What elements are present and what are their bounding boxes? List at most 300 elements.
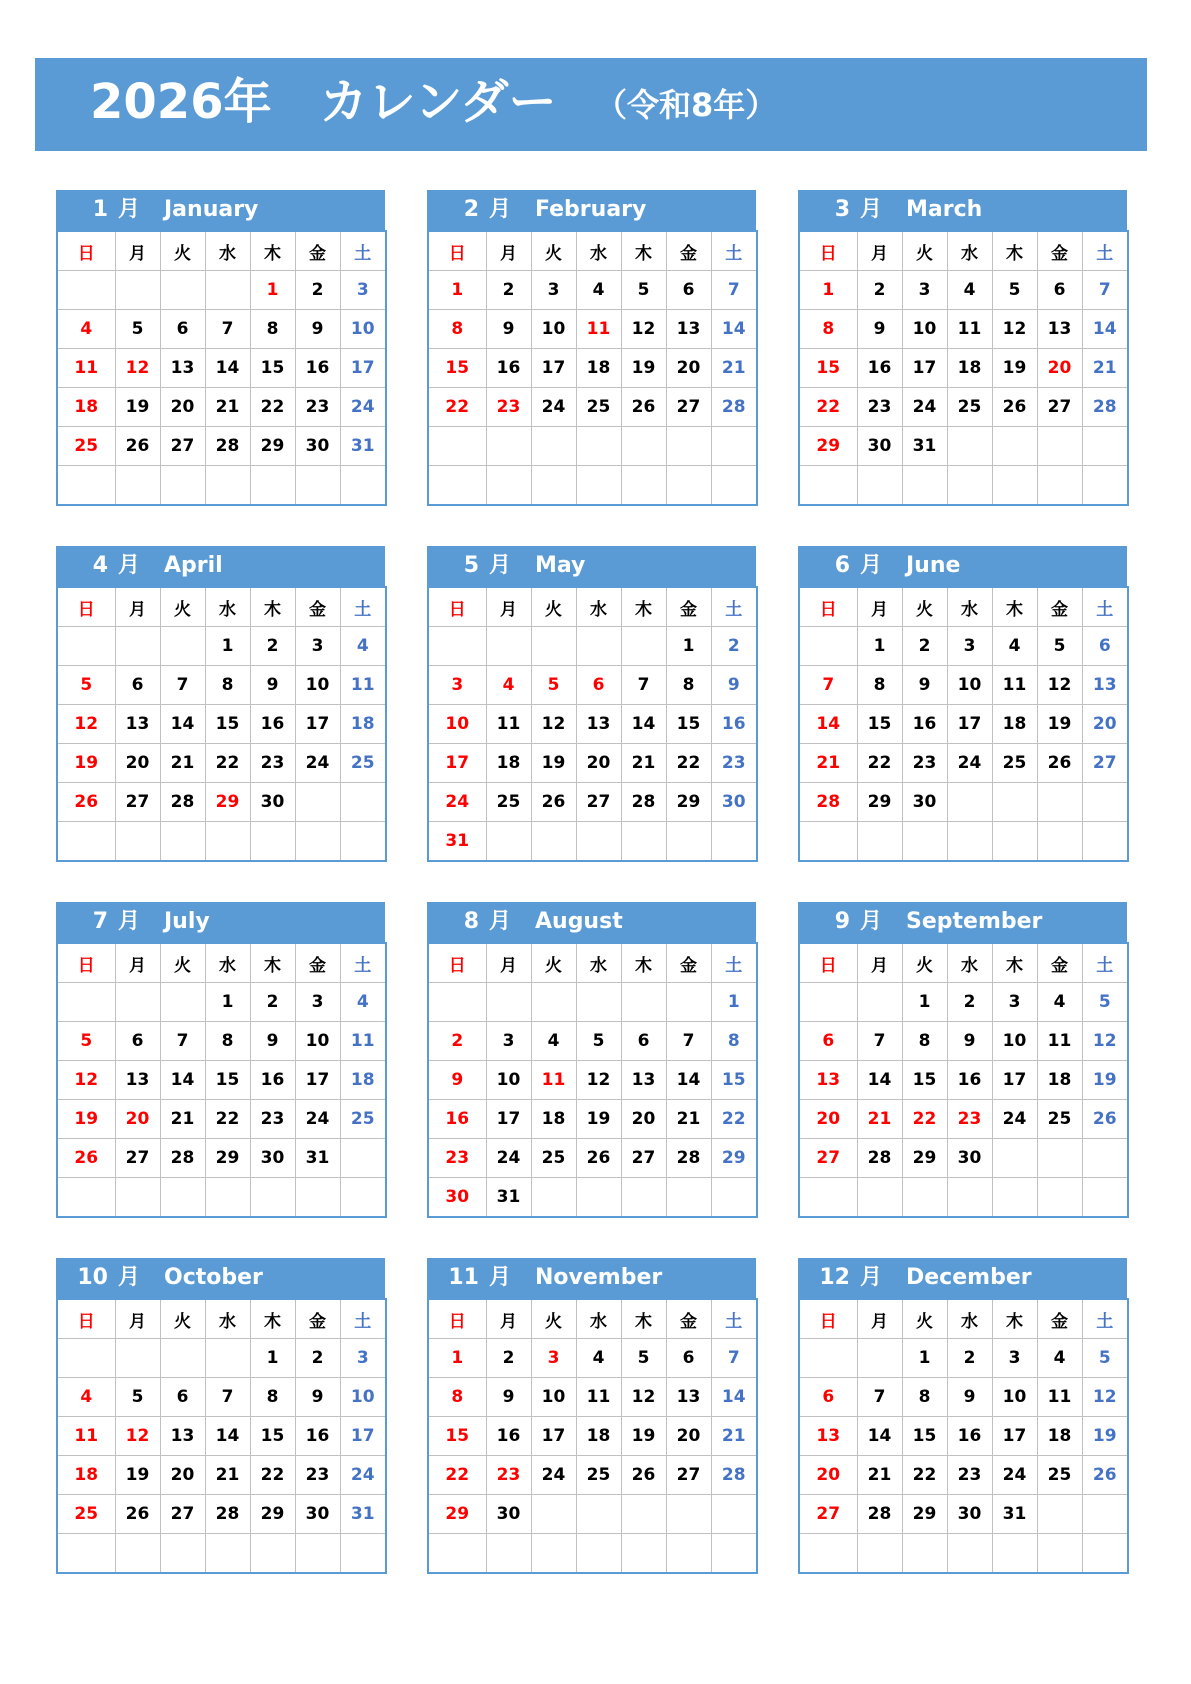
day-cell: 30 <box>947 1139 992 1178</box>
day-cell: 11 <box>1037 1022 1082 1061</box>
day-cell: 6 <box>115 1022 160 1061</box>
week-row <box>428 705 757 744</box>
weekday-label: 木 <box>992 1299 1037 1339</box>
empty-cell <box>666 427 711 466</box>
day-cell: 8 <box>902 1022 947 1061</box>
day-cell: 15 <box>205 1061 250 1100</box>
day-cell: 2 <box>947 983 992 1022</box>
day-cell: 22 <box>428 388 486 427</box>
day-cell: 16 <box>295 349 340 388</box>
weekday-label: 水 <box>205 943 250 983</box>
week-row <box>428 983 757 1022</box>
day-cell: 24 <box>947 744 992 783</box>
day-cell: 2 <box>947 1339 992 1378</box>
day-cell: 30 <box>711 783 757 822</box>
empty-cell <box>799 983 857 1022</box>
day-cell: 19 <box>1082 1061 1128 1100</box>
day-cell: 21 <box>711 1417 757 1456</box>
week-row <box>428 349 757 388</box>
month-table <box>427 230 758 506</box>
day-cell: 18 <box>947 349 992 388</box>
week-row <box>57 783 386 822</box>
week-row <box>428 1139 757 1178</box>
week-row <box>799 310 1128 349</box>
day-cell: 20 <box>799 1456 857 1495</box>
empty-cell <box>621 983 666 1022</box>
weekday-label: 日 <box>428 587 486 627</box>
weekday-row <box>799 943 1128 983</box>
month-kanji: 月 <box>118 553 141 578</box>
weekday-label: 土 <box>711 943 757 983</box>
week-row <box>57 666 386 705</box>
week-row <box>428 1495 757 1534</box>
day-cell: 18 <box>992 705 1037 744</box>
weekday-label: 日 <box>799 1299 857 1339</box>
day-cell: 19 <box>57 744 115 783</box>
empty-cell <box>250 822 295 862</box>
day-cell: 2 <box>428 1022 486 1061</box>
month-kanji: 月 <box>118 909 141 934</box>
day-cell: 19 <box>1082 1417 1128 1456</box>
empty-cell <box>576 627 621 666</box>
day-cell: 26 <box>531 783 576 822</box>
empty-cell <box>576 427 621 466</box>
day-cell: 16 <box>711 705 757 744</box>
day-cell: 8 <box>799 310 857 349</box>
day-cell: 19 <box>621 349 666 388</box>
day-cell: 5 <box>1082 983 1128 1022</box>
day-cell: 1 <box>205 627 250 666</box>
month-kanji: 月 <box>860 553 883 578</box>
day-cell: 31 <box>340 1495 386 1534</box>
week-row <box>57 1139 386 1178</box>
weekday-label: 金 <box>666 943 711 983</box>
day-cell: 8 <box>205 666 250 705</box>
week-row <box>57 466 386 506</box>
day-cell: 3 <box>340 1339 386 1378</box>
empty-cell <box>115 983 160 1022</box>
day-cell: 30 <box>947 1495 992 1534</box>
day-cell: 26 <box>992 388 1037 427</box>
day-cell: 17 <box>340 349 386 388</box>
weekday-label: 火 <box>531 231 576 271</box>
empty-cell <box>621 1495 666 1534</box>
weekday-label: 水 <box>205 587 250 627</box>
empty-cell <box>57 1339 115 1378</box>
day-cell: 6 <box>576 666 621 705</box>
weekday-label: 水 <box>576 231 621 271</box>
day-cell: 5 <box>992 271 1037 310</box>
day-cell: 25 <box>992 744 1037 783</box>
day-cell: 18 <box>576 1417 621 1456</box>
weekday-label: 月 <box>486 1299 531 1339</box>
month-name: October <box>164 1265 263 1290</box>
day-cell: 29 <box>205 1139 250 1178</box>
day-cell: 11 <box>992 666 1037 705</box>
day-cell: 9 <box>947 1022 992 1061</box>
empty-cell <box>531 822 576 862</box>
day-cell: 2 <box>295 1339 340 1378</box>
weekday-label: 土 <box>711 587 757 627</box>
day-cell: 5 <box>1037 627 1082 666</box>
week-row <box>799 271 1128 310</box>
day-cell: 26 <box>57 783 115 822</box>
day-cell: 20 <box>666 1417 711 1456</box>
week-row <box>799 1339 1128 1378</box>
week-row <box>799 1061 1128 1100</box>
day-cell: 5 <box>57 1022 115 1061</box>
week-row <box>57 1178 386 1218</box>
day-cell: 29 <box>902 1139 947 1178</box>
day-cell: 16 <box>902 705 947 744</box>
day-cell: 8 <box>428 1378 486 1417</box>
weekday-label: 土 <box>340 231 386 271</box>
day-cell: 5 <box>1082 1339 1128 1378</box>
empty-cell <box>340 466 386 506</box>
day-cell: 27 <box>160 427 205 466</box>
weekday-label: 金 <box>295 943 340 983</box>
day-cell: 6 <box>1082 627 1128 666</box>
day-cell: 31 <box>340 427 386 466</box>
day-cell: 25 <box>531 1139 576 1178</box>
day-cell: 27 <box>799 1139 857 1178</box>
month-kanji: 月 <box>860 909 883 934</box>
day-cell: 22 <box>250 388 295 427</box>
weekday-row <box>799 587 1128 627</box>
month-october <box>56 1258 385 1576</box>
day-cell: 13 <box>115 705 160 744</box>
week-row <box>428 822 757 862</box>
day-cell: 11 <box>576 310 621 349</box>
week-row <box>57 822 386 862</box>
day-cell: 15 <box>250 349 295 388</box>
day-cell: 6 <box>160 1378 205 1417</box>
day-cell: 8 <box>250 1378 295 1417</box>
page-title: 2026年 カレンダー <box>90 74 557 130</box>
day-cell: 15 <box>205 705 250 744</box>
empty-cell <box>992 783 1037 822</box>
day-cell: 15 <box>857 705 902 744</box>
day-cell: 14 <box>205 349 250 388</box>
week-row <box>57 1495 386 1534</box>
day-cell: 4 <box>340 627 386 666</box>
day-cell: 3 <box>902 271 947 310</box>
weekday-label: 月 <box>857 231 902 271</box>
day-cell: 26 <box>576 1139 621 1178</box>
day-cell: 28 <box>1082 388 1128 427</box>
day-cell: 15 <box>250 1417 295 1456</box>
weekday-label: 金 <box>1037 587 1082 627</box>
day-cell: 14 <box>621 705 666 744</box>
day-cell: 18 <box>486 744 531 783</box>
month-kanji: 月 <box>860 1265 883 1290</box>
day-cell: 23 <box>486 1456 531 1495</box>
empty-cell <box>57 271 115 310</box>
week-row <box>799 1534 1128 1574</box>
day-cell: 11 <box>531 1061 576 1100</box>
empty-cell <box>115 1178 160 1218</box>
week-row <box>428 744 757 783</box>
day-cell: 14 <box>160 705 205 744</box>
weekday-label: 水 <box>576 1299 621 1339</box>
weekday-label: 木 <box>621 1299 666 1339</box>
day-cell: 16 <box>947 1417 992 1456</box>
empty-cell <box>992 822 1037 862</box>
day-cell: 9 <box>486 1378 531 1417</box>
month-name: November <box>535 1265 663 1290</box>
empty-cell <box>576 822 621 862</box>
day-cell: 25 <box>947 388 992 427</box>
weekday-label: 火 <box>531 587 576 627</box>
weekday-label: 木 <box>250 231 295 271</box>
day-cell: 29 <box>799 427 857 466</box>
day-cell: 6 <box>666 271 711 310</box>
day-cell: 24 <box>531 388 576 427</box>
month-kanji: 月 <box>489 1265 512 1290</box>
empty-cell <box>1037 822 1082 862</box>
day-cell: 6 <box>160 310 205 349</box>
week-row <box>428 1339 757 1378</box>
day-cell: 2 <box>711 627 757 666</box>
week-row <box>57 627 386 666</box>
empty-cell <box>531 466 576 506</box>
day-cell: 6 <box>621 1022 666 1061</box>
weekday-label: 金 <box>666 1299 711 1339</box>
day-cell: 12 <box>992 310 1037 349</box>
empty-cell <box>711 1495 757 1534</box>
empty-cell <box>621 822 666 862</box>
day-cell: 12 <box>57 705 115 744</box>
day-cell: 22 <box>799 388 857 427</box>
weekday-label: 金 <box>666 231 711 271</box>
day-cell: 21 <box>857 1100 902 1139</box>
empty-cell <box>1082 783 1128 822</box>
weekday-label: 土 <box>1082 943 1128 983</box>
day-cell: 23 <box>947 1456 992 1495</box>
day-cell: 19 <box>57 1100 115 1139</box>
day-cell: 18 <box>1037 1417 1082 1456</box>
day-cell: 12 <box>57 1061 115 1100</box>
day-cell: 30 <box>428 1178 486 1218</box>
day-cell: 18 <box>340 1061 386 1100</box>
day-cell: 3 <box>486 1022 531 1061</box>
day-cell: 24 <box>902 388 947 427</box>
day-cell: 24 <box>295 1100 340 1139</box>
week-row <box>799 783 1128 822</box>
weekday-label: 月 <box>486 943 531 983</box>
week-row <box>428 1100 757 1139</box>
weekday-label: 水 <box>576 943 621 983</box>
empty-cell <box>160 1339 205 1378</box>
day-cell: 3 <box>992 1339 1037 1378</box>
empty-cell <box>621 1178 666 1218</box>
day-cell: 10 <box>531 1378 576 1417</box>
day-cell: 6 <box>799 1378 857 1417</box>
empty-cell <box>486 822 531 862</box>
day-cell: 29 <box>250 427 295 466</box>
day-cell: 1 <box>711 983 757 1022</box>
empty-cell <box>115 822 160 862</box>
week-row <box>799 1100 1128 1139</box>
weekday-row <box>57 1299 386 1339</box>
day-cell: 30 <box>250 783 295 822</box>
empty-cell <box>295 1178 340 1218</box>
empty-cell <box>160 271 205 310</box>
day-cell: 9 <box>250 1022 295 1061</box>
empty-cell <box>115 1339 160 1378</box>
day-cell: 7 <box>1082 271 1128 310</box>
week-row <box>57 705 386 744</box>
day-cell: 8 <box>428 310 486 349</box>
empty-cell <box>711 466 757 506</box>
day-cell: 16 <box>428 1100 486 1139</box>
day-cell: 22 <box>902 1456 947 1495</box>
month-kanji: 月 <box>118 197 141 222</box>
empty-cell <box>295 783 340 822</box>
empty-cell <box>57 1534 115 1574</box>
weekday-label: 火 <box>902 587 947 627</box>
day-cell: 11 <box>947 310 992 349</box>
day-cell: 20 <box>1037 349 1082 388</box>
week-row <box>799 1417 1128 1456</box>
week-row <box>799 349 1128 388</box>
day-cell: 26 <box>1082 1100 1128 1139</box>
day-cell: 15 <box>799 349 857 388</box>
empty-cell <box>428 627 486 666</box>
weekday-label: 水 <box>576 587 621 627</box>
day-cell: 4 <box>947 271 992 310</box>
day-cell: 13 <box>666 1378 711 1417</box>
month-header <box>56 546 385 586</box>
day-cell: 5 <box>115 310 160 349</box>
day-cell: 7 <box>205 310 250 349</box>
empty-cell <box>160 1534 205 1574</box>
empty-cell <box>902 1534 947 1574</box>
day-cell: 9 <box>428 1061 486 1100</box>
day-cell: 26 <box>115 1495 160 1534</box>
empty-cell <box>340 1139 386 1178</box>
day-cell: 12 <box>621 1378 666 1417</box>
month-june <box>798 546 1127 864</box>
month-kanji: 月 <box>860 197 883 222</box>
weekday-label: 日 <box>428 231 486 271</box>
weekday-label: 月 <box>486 587 531 627</box>
day-cell: 1 <box>666 627 711 666</box>
day-cell: 12 <box>1082 1022 1128 1061</box>
empty-cell <box>799 1534 857 1574</box>
day-cell: 20 <box>799 1100 857 1139</box>
day-cell: 31 <box>428 822 486 862</box>
weekday-label: 日 <box>57 231 115 271</box>
empty-cell <box>340 822 386 862</box>
empty-cell <box>428 983 486 1022</box>
day-cell: 16 <box>250 705 295 744</box>
empty-cell <box>250 466 295 506</box>
day-cell: 24 <box>531 1456 576 1495</box>
day-cell: 26 <box>1082 1456 1128 1495</box>
month-table <box>798 942 1129 1218</box>
empty-cell <box>531 983 576 1022</box>
day-cell: 23 <box>857 388 902 427</box>
empty-cell <box>428 427 486 466</box>
day-cell: 8 <box>205 1022 250 1061</box>
day-cell: 3 <box>295 627 340 666</box>
day-cell: 24 <box>428 783 486 822</box>
day-cell: 3 <box>992 983 1037 1022</box>
weekday-label: 金 <box>295 587 340 627</box>
month-header <box>798 902 1127 942</box>
weekday-row <box>57 231 386 271</box>
empty-cell <box>1082 1139 1128 1178</box>
day-cell: 18 <box>57 388 115 427</box>
day-cell: 28 <box>205 427 250 466</box>
day-cell: 5 <box>621 1339 666 1378</box>
day-cell: 19 <box>115 1456 160 1495</box>
empty-cell <box>947 1178 992 1218</box>
weekday-label: 月 <box>115 943 160 983</box>
week-row <box>428 427 757 466</box>
day-cell: 2 <box>250 627 295 666</box>
day-cell: 17 <box>486 1100 531 1139</box>
month-table <box>56 1298 387 1574</box>
day-cell: 21 <box>205 1456 250 1495</box>
day-cell: 23 <box>711 744 757 783</box>
weekday-label: 木 <box>250 587 295 627</box>
day-cell: 12 <box>531 705 576 744</box>
day-cell: 22 <box>205 744 250 783</box>
weekday-label: 火 <box>160 231 205 271</box>
empty-cell <box>666 1534 711 1574</box>
month-number: 3 <box>834 197 850 222</box>
day-cell: 20 <box>160 1456 205 1495</box>
day-cell: 10 <box>340 1378 386 1417</box>
day-cell: 1 <box>902 983 947 1022</box>
day-cell: 1 <box>205 983 250 1022</box>
month-january <box>56 190 385 508</box>
day-cell: 19 <box>115 388 160 427</box>
month-number: 12 <box>819 1265 850 1290</box>
empty-cell <box>857 1178 902 1218</box>
day-cell: 5 <box>621 271 666 310</box>
day-cell: 2 <box>295 271 340 310</box>
month-header <box>798 546 1127 586</box>
day-cell: 22 <box>428 1456 486 1495</box>
day-cell: 21 <box>1082 349 1128 388</box>
day-cell: 5 <box>531 666 576 705</box>
day-cell: 31 <box>486 1178 531 1218</box>
weekday-row <box>428 231 757 271</box>
weekday-label: 土 <box>1082 231 1128 271</box>
day-cell: 27 <box>621 1139 666 1178</box>
day-cell: 9 <box>711 666 757 705</box>
day-cell: 29 <box>205 783 250 822</box>
weekday-row <box>799 231 1128 271</box>
day-cell: 13 <box>799 1061 857 1100</box>
empty-cell <box>1037 427 1082 466</box>
empty-cell <box>1037 1139 1082 1178</box>
weekday-label: 金 <box>1037 1299 1082 1339</box>
month-name: February <box>535 197 647 222</box>
month-table <box>56 942 387 1218</box>
day-cell: 7 <box>160 1022 205 1061</box>
month-table <box>798 230 1129 506</box>
day-cell: 13 <box>160 1417 205 1456</box>
empty-cell <box>486 627 531 666</box>
empty-cell <box>576 1534 621 1574</box>
day-cell: 24 <box>992 1456 1037 1495</box>
month-number: 8 <box>463 909 479 934</box>
day-cell: 27 <box>576 783 621 822</box>
